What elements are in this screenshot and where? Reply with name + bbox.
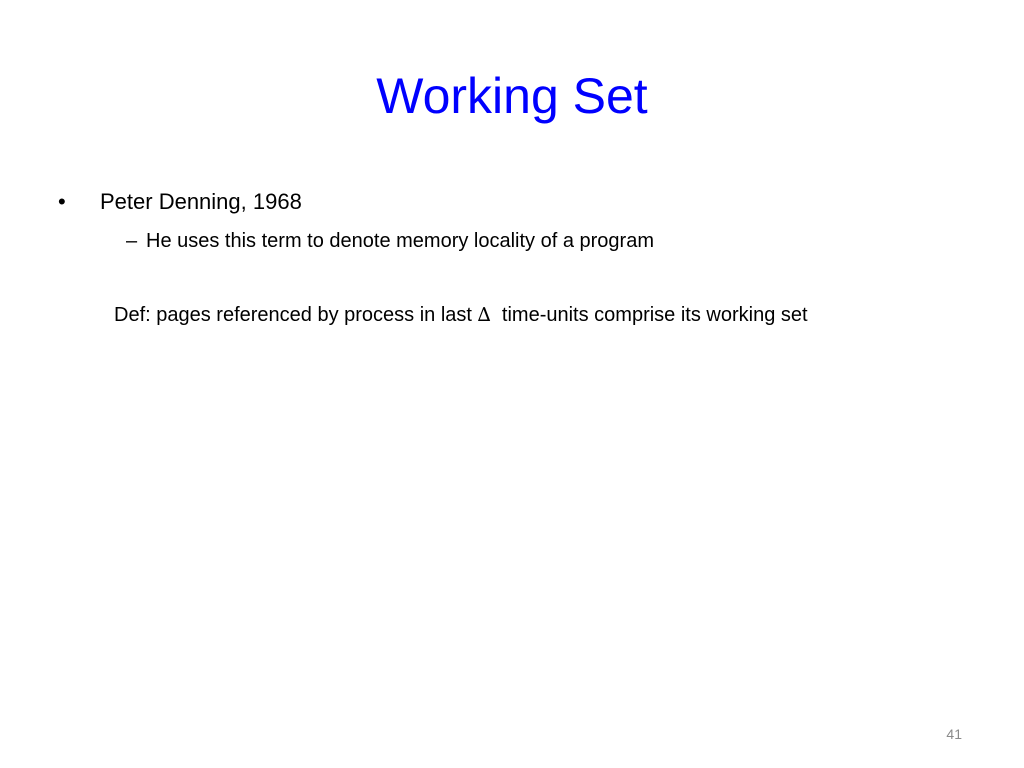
bullet-item — [58, 184, 978, 220]
page-number: 41 — [946, 726, 962, 742]
bullet-marker: • — [58, 189, 66, 214]
sub-bullet-text: He uses this term to denote memory locality of a program — [146, 230, 654, 252]
bullet-text: Peter Denning, 1968 — [100, 189, 302, 214]
sub-bullet-marker: – — [126, 230, 138, 252]
definition-suffix: time-units comprise its working set — [490, 304, 808, 326]
slide-title: Working Set — [376, 68, 648, 124]
slide-content — [58, 184, 978, 326]
delta-symbol: ∆ — [477, 304, 491, 326]
sub-bullet-item — [58, 224, 978, 258]
definition-line — [114, 298, 808, 332]
definition-prefix: Def: pages referenced by process in last — [114, 304, 478, 326]
